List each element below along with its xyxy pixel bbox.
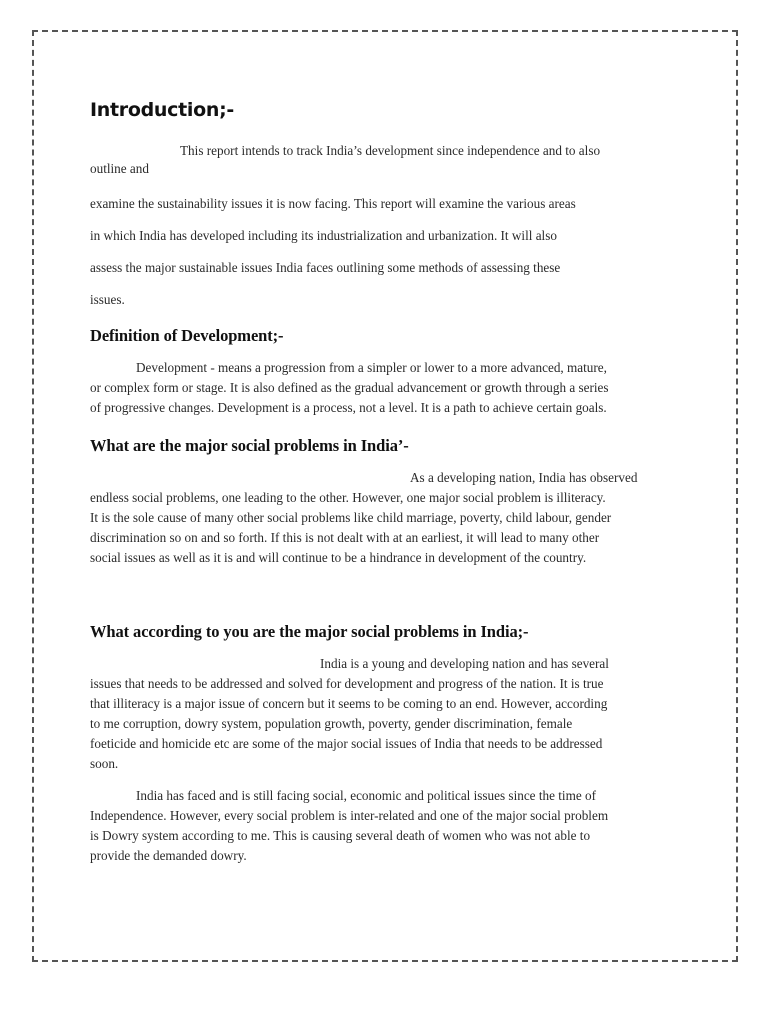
introduction-line-3: examine the sustainability issues it is now facing. This report will examine the various areas [90,196,576,211]
introduction-heading: Introduction;- [90,99,234,121]
introduction-section [90,96,686,124]
major-problems-line-4: discrimination so on and so forth. If this is not dealt with at an earliest, it will lead to many other [90,530,600,545]
according-p1-line-6: soon. [90,756,119,771]
introduction-line-4: in which India has developed including its industrialization and urbanization. It will also [90,228,557,243]
according-paragraph-1 [90,654,686,774]
introduction-line-6: issues. [90,292,125,307]
major-problems-line-2: endless social problems, one leading to the other. However, one major social problem is illiteracy. [90,490,606,505]
definition-heading: Definition of Development;- [90,326,284,345]
according-p2-line-3: is Dowry system according to me. This is causing several death of women who was not able to [90,828,591,843]
according-p1-line-5: foeticide and homicide etc are some of the major social issues of India that needs to be addressed [90,736,603,751]
definition-section [90,324,686,348]
introduction-paragraph-continued [90,188,686,316]
definition-line-2: or complex form or stage. It is also defined as the gradual advancement or growth through a series [90,380,609,395]
introduction-line-1: This report intends to track India’s development since independence and to also [180,143,601,158]
according-section [90,620,686,644]
according-p2-line-1: India has faced and is still facing social, economic and political issues since the time of [136,788,596,803]
major-problems-paragraph [90,468,686,568]
introduction-line-2: outline and [90,161,149,176]
major-problems-line-5: social issues as well as it is and will continue to be a hindrance in development of the country. [90,550,587,565]
major-problems-section [90,434,686,458]
definition-line-3: of progressive changes. Development is a process, not a level. It is a path to achieve certain goals. [90,400,607,415]
definition-paragraph [90,358,686,418]
major-problems-heading: What are the major social problems in India’- [90,436,409,455]
according-p1-line-3: that illiteracy is a major issue of concern but it seems to be coming to an end. However, according [90,696,608,711]
according-p2-line-2: Independence. However, every social problem is inter-related and one of the major social problem [90,808,609,823]
major-problems-line-3: It is the sole cause of many other social problems like child marriage, poverty, child labour, gender [90,510,612,525]
according-p1-line-2: issues that needs to be addressed and solved for development and progress of the nation. It is true [90,676,604,691]
definition-line-1: Development - means a progression from a simpler or lower to a more advanced, mature, [136,360,607,375]
according-p2-line-4: provide the demanded dowry. [90,848,247,863]
major-problems-line-1: As a developing nation, India has observed [410,470,638,485]
introduction-line-5: assess the major sustainable issues India faces outlining some methods of assessing these [90,260,561,275]
according-p1-line-1: India is a young and developing nation and has several [320,656,609,671]
according-heading: What according to you are the major social problems in India;- [90,622,529,641]
introduction-paragraph [90,142,686,178]
according-p1-line-4: to me corruption, dowry system, population growth, poverty, gender discrimination, female [90,716,573,731]
according-paragraph-2 [90,786,686,866]
